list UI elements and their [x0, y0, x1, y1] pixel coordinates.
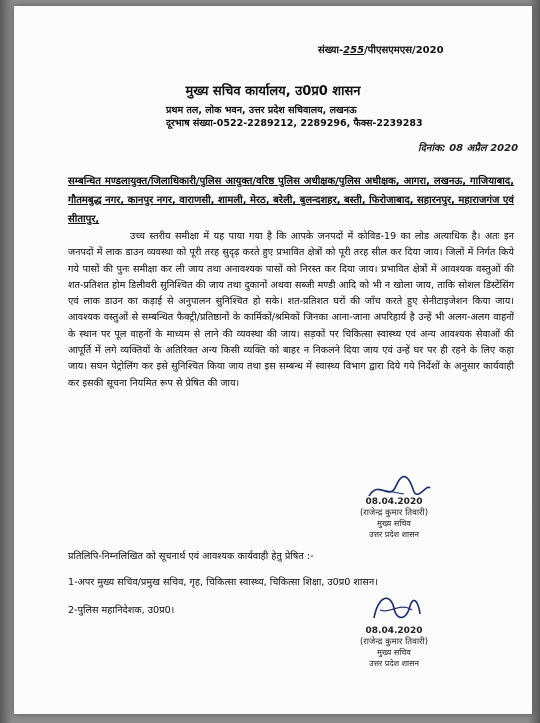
ref-suffix: /पीएसएमएस/2020: [364, 45, 444, 56]
reference-number: [318, 42, 444, 56]
signatory-govt: उत्तर प्रदेश शासन: [369, 530, 419, 539]
signature-block-1: [344, 497, 444, 540]
signatory-govt: उत्तर प्रदेश शासन: [369, 659, 419, 668]
copy-item-2: 2-पुलिस महानिदेशक, उ0प्र0।: [68, 605, 175, 616]
ref-prefix: संख्या-: [318, 45, 344, 56]
copy-heading: प्रतिलिपि-निम्नलिखित को सूचनार्थ एवं आवश्यक कार्यवाही हेतु प्रेषित :-: [68, 551, 314, 562]
signature-scribble: [366, 588, 426, 628]
signatory-designation: मुख्य सचिव: [377, 648, 411, 657]
signature-date: 08.04.2020: [365, 497, 423, 507]
signatory-name: (राजेन्द्र कुमार तिवारी): [359, 508, 429, 518]
signatory-designation: मुख्य सचिव: [377, 519, 411, 528]
letter-date: दिनांक: 08 अप्रैल 2020: [418, 143, 519, 154]
ref-number: 255: [343, 45, 365, 56]
addressee-block: [68, 172, 514, 229]
office-phone: दूरभाष संख्या-0522-2289212, 2289296, फैक्स-2239283: [166, 118, 423, 129]
signature-block-2: [344, 626, 444, 669]
body-paragraph: उच्च स्तरीय समीक्षा में यह पाया गया है कि आपके जनपदों में कोविड-19 का लोड अत्याधिक है। अतः इन जनपदों में लाक डाउन व्यवस्था को पूरी तरह सुदृढ़ करते हुए प्रभावित क्षेत्रों को पूरी तरह सील कर दिया जाय। जिलों में निर्गत किये गये पासों की पुनः समीक्षा कर ली जाय तथा अनावश्यक पासों को निरस्त कर दिया जाय। प्रभावित क्षेत्रों में आवश्यक वस्तुओं की शत-प्रतिशत होम डिलीवरी सुनिश्चित की जाय तथा दुकानों अथवा सब्जी मण्डी आदि को भी न खोला जाय, ताकि सोशल डिस्टेंसिंग एवं लाक डाउन का कड़ाई से अनुपालन सुनिश्चित हो सके। शत-प्रतिशत घरों की जाँच करते हुए सेनीटाइजेशन किया जाय। आवश्यक वस्तुओं से सम्बन्धित फैक्ट्री/प्रतिष्ठानों के कार्मिकों/श्रमिकों जिनका आना-जाना अपरिहार्य है उन्हें भी अलग-अलग वाहनों के स्थान पर पूल वाहनों के माध्यम से लाने की व्यवस्था की जाय। सड़कों पर चिकित्सा स्वास्थ्य एवं अन्य आवश्यक सेवाओं की आपूर्ति में लगे व्यक्तियों के अतिरिक्त अन्य किसी व्यक्ति को बाहर न निकलने दिया जाय एवं उन्हें घर पर ही रहने के लिए कहा जाय। सघन पेट्रोलिंग कर इसे सुनिश्चित किया जाय तथा इस सम्बन्ध में स्वास्थ्य विभाग द्वारा दिये गये निर्देशों के अनुसार कार्यवाही कर इसकी सूचना नियमित रूप से प्रेषित की जाय।: [68, 231, 514, 389]
office-address: प्रथम तल, लोक भवन, उत्तर प्रदेश सचिवालय, लखनऊ: [166, 105, 357, 116]
letter-page: [14, 6, 532, 714]
signature-date: 08.04.2020: [365, 626, 423, 636]
addressee-text: सम्बन्धित मण्डलायुक्त/जिलाधिकारी/पुलिस आयुक्त/वरिष्ठ पुलिस अधीक्षक/पुलिस अधीक्षक, आगरा, लखनऊ, गाजियाबाद, गौतमबुद्ध नगर, कानपुर नगर, वाराणसी, शामली, मेरठ, बरेली, बुलन्दशहर, बस्ती, फिरोजाबाद, सहारनपुर, महाराजगंज एवं सीतापुर,: [68, 176, 514, 225]
signatory-name: (राजेन्द्र कुमार तिवारी): [359, 637, 429, 647]
office-title: मुख्य सचिव कार्यालय, उ0प्र0 शासन: [185, 84, 361, 99]
copy-item-1: 1-अपर मुख्य सचिव/प्रमुख सचिव, गृह, चिकित्सा स्वास्थ्य, चिकित्सा शिक्षा, उ0प्र0 शासन।: [68, 577, 378, 588]
